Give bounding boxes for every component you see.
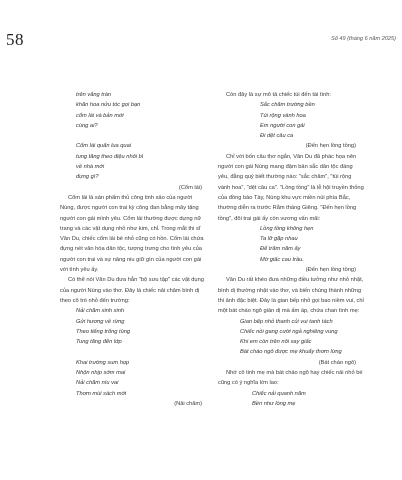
poem-line: Gian bếp nhỏ thanh củi vui tanh tách [240,318,333,325]
body-line: bình dị thường nhật vào thơ, và biến chúng thành những [218,287,362,294]
poem-caption: (Đến hẹn lồng tồng) [305,143,356,150]
poem-caption: (Đến hẹn lồng tồng) [305,267,356,274]
poem-line: Thơm mùi sách mới [76,390,127,397]
poem-line: đựng gì? [76,174,99,181]
page-number: 58 [6,30,24,49]
poem-line: Gửi hương về rừng [76,318,125,325]
poem-line: Để trăm năm ấy [260,246,301,253]
poem-line: Chiếc nồi gang cười ngả nghiêng vung [240,328,338,335]
poem-line: Lồng tồng không hẹn [260,225,314,232]
issue-label: Số 49 (tháng 6 năm 2025) [331,36,396,42]
body-line: Cổm lái là sản phẩm thủ công tinh xảo của người [68,194,193,201]
poem-line: Khi em còn trên nôi say giấc [240,339,312,346]
poem-line: trên vắng tràn [76,92,112,98]
body-line: Nùng, được người con trai kỳ công đan bằng mây tặng [60,205,199,212]
poem-line: tung tăng theo điệu nhôi bì [76,153,144,160]
body-line: cũng có ý nghĩa lớn lao: [218,380,279,387]
body-line: người con trai và sự nâng niu giữ gìn của người con gái [60,256,202,263]
right-column [218,90,364,409]
poem-line: khăn hoa nửu tóc gọi bạn [76,102,141,109]
poem-line: Em người con gái [260,122,305,129]
poem-line: Tung tăng đến lớp [76,339,122,346]
body-line: Chỉ với bốn câu thơ ngắn, Vân Du đã phác họa nên [226,153,357,160]
poem-caption: (Bát cháo ngô) [318,359,356,366]
poem-line: Nải chăm níu vai [76,380,119,387]
body-line: người con gái mình yêu. Cổm lái thường được dựng nữ [60,215,202,222]
body-line: thường diễn ra trước Rằm tháng Giêng. "Đến hẹn lồng [218,205,357,212]
poem-line: Sắc chăm trường bền [260,102,315,109]
poem-line: Khai trường sum họp [76,359,130,366]
poem-line: Chiếc nải quanh năm [252,390,306,397]
body-line: một bát cháo ngô giản dị mà ấm áp, chứa chan tình mẹ: [218,308,360,315]
poem-line: cổm lái và bản mới [76,112,124,119]
left-column [60,90,210,409]
poem-line: về nhà mới [76,164,105,171]
body-line: Vân Du, chiếc cổm lái bé nhỏ cũng có hồn. Cổm lái chứa [60,236,204,243]
body-line: Vân Du rất khéo đưa những điều tưởng như nhỏ nhặt, [226,277,364,284]
poem-line: Túi rộng vành hoa [260,112,306,119]
body-line: Nhớ cô tinh mẹ mà bát cháo ngô hay chiếc nải nhỏ bé [226,370,363,377]
poem-line: Nải chăm xinh xinh [76,308,125,315]
poem-line: Ta lỡ gặp nhau [260,236,298,243]
poem-line: Bát cháo ngô được mẹ khuấy thơm lừng [240,349,342,356]
body-line: của người Nùng vào thơ. Đây là chiếc nải chăm bình dị [60,287,200,294]
body-line: Có thể nói Vân Du đưa hẳn "bộ sưu tập" các vật dụng [68,277,204,284]
poem-line: Nhộn nhịp sớm mai [76,370,126,377]
poem-line: Mờ giấc cau trầu. [260,256,304,263]
poem-line: Cổm lái quấn lua quai [76,143,132,150]
body-line: đựng nét văn hóa dân tộc, tượng trưng cho tình yêu của [60,246,202,253]
body-line: với tình yêu ấy. [60,267,99,274]
poem-line: Theo tiếng trống tùng [76,328,131,335]
poem-line: cùng ai? [76,122,98,129]
body-line: của đồng bào Tày, Nùng khu vực miền núi phía Bắc, [218,194,351,201]
body-line: người con gái Nùng mang đậm bản sắc dân tộc đáng [218,164,353,171]
poem-line: Đi dệt câu ca [260,133,294,140]
body-line: yêu, đằng quý biết thường nào: "sắc chăm", "túi rộng [218,174,352,181]
body-line: thi ảnh đặc biệt. Đây là gian bếp nhỏ gọi bao niềm vui, chỉ [218,297,364,304]
body-line: theo cô trò nhỏ đến trường: [60,297,130,304]
body-line: tồng", đôi trai gái ấy còn vương vấn mãi: [218,215,321,222]
poem-line: Bền như lòng mẹ [252,400,296,407]
body-line: vành hoa", "dệt câu ca". "Lồng tồng" là lễ hội truyền thống [218,184,364,191]
poem-caption: (Cổm lái) [178,184,202,191]
body-line: Còn đây là sự mô tả chiếc túi đến tài tình: [226,92,331,98]
body-line: trang và các vật dụng nhỏ như kim, chỉ. Trong mắt thi sĩ [60,225,201,232]
poem-caption: (Nải chăm) [174,400,202,407]
